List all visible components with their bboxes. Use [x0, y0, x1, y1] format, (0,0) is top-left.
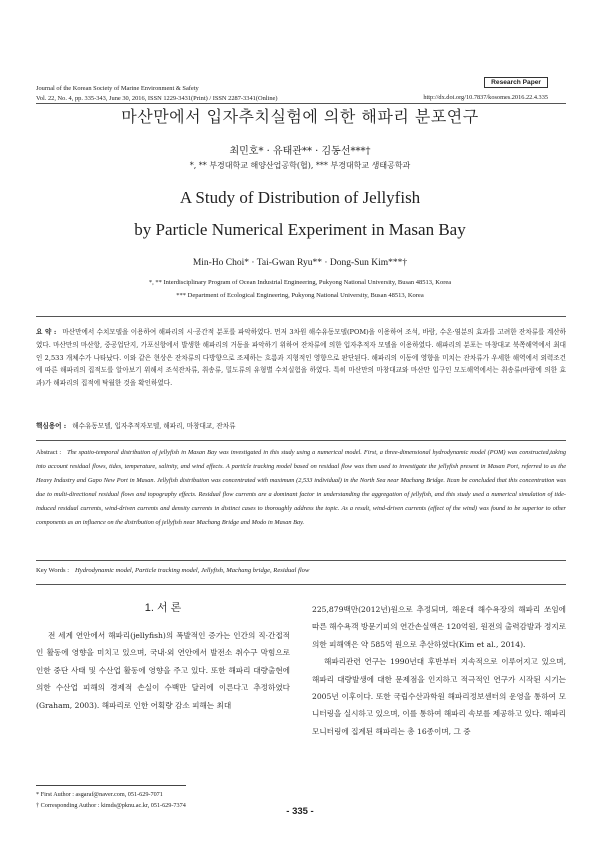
- page-number: - 335 -: [286, 806, 314, 817]
- abstract-top-rule: [36, 316, 566, 317]
- korean-affiliation: *, ** 부경대학교 해양산업공학(협), *** 부경대학교 생태공학과: [189, 161, 411, 170]
- abstract-mid-rule: [36, 440, 566, 441]
- left-paragraph: 전 세계 연안에서 해파리(jellyfish)의 폭발적인 증가는 인간의 직·간접적인 활동에 영향을 미치고 있으며, 국내·외 연안에서 발전소 취수구 막힘으로 인한 중단 사태 및 수산업 활동에 영향을 주고 있다. 또한 해파리 대량출현에 의한 수산업 피해의 경제적 손실이 수백만 달러에 이른다고 추정하였다(Graham, 2003). 해파리로 인한 어획량 감소 피해는 최대: [36, 631, 290, 710]
- keywords-rule: [36, 584, 566, 585]
- english-title-line2: by Particle Numerical Experiment in Masan Bay: [134, 220, 466, 239]
- right-paragraph-2: 해파리관련 연구는 1990년대 후반부터 지속적으로 이루어지고 있으며, 해파리 대량발생에 대한 문제점을 인지하고 적극적인 연구가 시작된 시기는 2005년 이후이다. 또한 국립수산과학원 해파리정보센터의 운영을 통하여 모니터링을 실시하고 있으며, 이를 통하여 해파리 속보를 제공하고 있다. 해파리 모니터링에 집계된 해파리는 총 16종이며, 그 중: [312, 657, 566, 736]
- first-author-footnote: * First Author : asgaraf@naver.com, 051-629-7071: [36, 791, 163, 798]
- right-paragraph-1: 225,879백만(2012년)원으로 추정되며, 해운대 해수욕장의 해파리 쏘임에 따른 해수욕객 방문기피의 연간손실액은 120억원, 원전의 출력감발과 정지로 의한 피해액은 약 585억 원으로 추산하였다(Kim et al., 2014).: [312, 605, 566, 649]
- journal-info: [36, 84, 277, 103]
- english-abstract-label: Abstract :: [36, 449, 62, 456]
- right-column: [312, 601, 566, 740]
- korean-title: 마산만에서 입자추치실험에 의한 해파리 분포연구: [121, 107, 479, 126]
- english-keywords-text: Hydrodynamic model, Particle tracking model, Jellyfish, Machang bridge, Residual flow: [75, 567, 310, 574]
- english-title-line1: A Study of Distribution of Jellyfish: [179, 188, 421, 207]
- doi-link[interactable]: http://dx.doi.org/10.7837/kosomes.2016.22.4.335: [423, 94, 548, 101]
- english-abstract: [36, 446, 566, 529]
- english-authors: Min-Ho Choi* · Tai-Gwan Ryu** · Dong-Sun Kim***†: [192, 258, 408, 268]
- english-keywords: [36, 565, 566, 578]
- abstract-bottom-rule: [36, 560, 566, 561]
- korean-keywords: [36, 420, 566, 433]
- korean-keywords-text: 해수유동모델, 입자추적자모델, 해파리, 마창대교, 잔차류: [72, 422, 236, 430]
- korean-abstract-label: 요 약 :: [36, 328, 57, 336]
- left-column: [36, 627, 290, 714]
- korean-abstract-text: 마산만에서 수치모델을 이용하여 해파리의 시·공간적 분포를 파악하였다. 먼저 3차원 해수유동모델(POM)을 이용하여 조석, 바람, 수온·염분의 효과를 고려한 잔차류를 계산하였다. 마산만의 마산항, 중공업단지, 가포신항에서 발생한 해파리의 거동을 파악하기 위하여 잔차류에 의한 입자추적자 모델을 이용하였다. 해파리의 분포는 마창대교 북쪽해역에서 최대인 2,533 개체수가 나타났다. 이와 같은 현상은 잔차류의 다방향으로 조제하는 흐름과 지형적인 영향으로 판단된다. 해파리의 이동에 영향을 미치는 잔차류가 우세한 해역에서 외력조건에 따른 해파리의 집적도를 알아보기 위해서 조석잔차류, 취송류, 밀도류의 유형별 수치실험을 하였다. 특히 마산만의 마창대교와 마산만 입구인 모도해역에서는 취송류(바람에 의한 효과)가 해파리의 집적에 탁월한 것을 확인하였다.: [36, 328, 566, 388]
- english-affiliation-2: *** Department of Ecological Engineering, Pukyong National University, Busan 48513, Korea: [176, 292, 424, 299]
- english-abstract-text: The spatio-temporal distribution of jellyfish in Masan Bay was investigated in this study using a numerical model. First, a three-dimensional hydrodynamic model (POM) was constructed,taking into account residual flows, tides, temperature, salinity, and wind effects. A particle tracking model based on residual flow was then used to investigate the jellyfish present in Masan Port, referred to as the Heavy Industry and Gapo New Port in Masan. Jellyfish distribution was concentrated with maximum (2,533 individual) in the North Sea near Machang Bridge. Itcan be concluded that this concentration was due to multi-directional residual flows and topography effects. Residual flow currents are a dominant factor in understanding the aggregation of jellyfish, and this study used a numerical simulation of tide-induced residual currents, wind-driven currents and density currents in distinct cases to thoroughly address the topic. As a result, wind-driven currents (effect of the wind) was found to be superior to other components as an influence on the distribution of jellyfish near Machang Bridge and Modo in Masan Bay.: [36, 449, 567, 526]
- journal-name: Journal of the Korean Society of Marine Environment & Safety: [36, 85, 199, 92]
- korean-authors: 최민호* · 유태관** · 김동선***†: [229, 146, 371, 157]
- english-keywords-label: Key Words :: [36, 567, 70, 574]
- korean-keywords-label: 핵심용어 :: [36, 422, 67, 430]
- corresponding-author-footnote: † Corresponding Author : kimds@pknu.ac.kr, 051-629-7374: [36, 801, 186, 809]
- section-introduction-title: 1. 서 론: [144, 602, 182, 614]
- english-affiliation-1: *, ** Interdisciplinary Program of Ocean Industrial Engineering, Pukyong National University, Busan 48513, Korea: [148, 279, 452, 286]
- footnote-rule: [36, 785, 186, 786]
- journal-volume: Vol. 22, No. 4, pp. 335-343, June 30, 2016, ISSN 1229-3431(Print) / ISSN 2287-3341(Online): [36, 94, 278, 102]
- research-paper-badge: Research Paper: [484, 77, 548, 88]
- korean-abstract: [36, 326, 566, 390]
